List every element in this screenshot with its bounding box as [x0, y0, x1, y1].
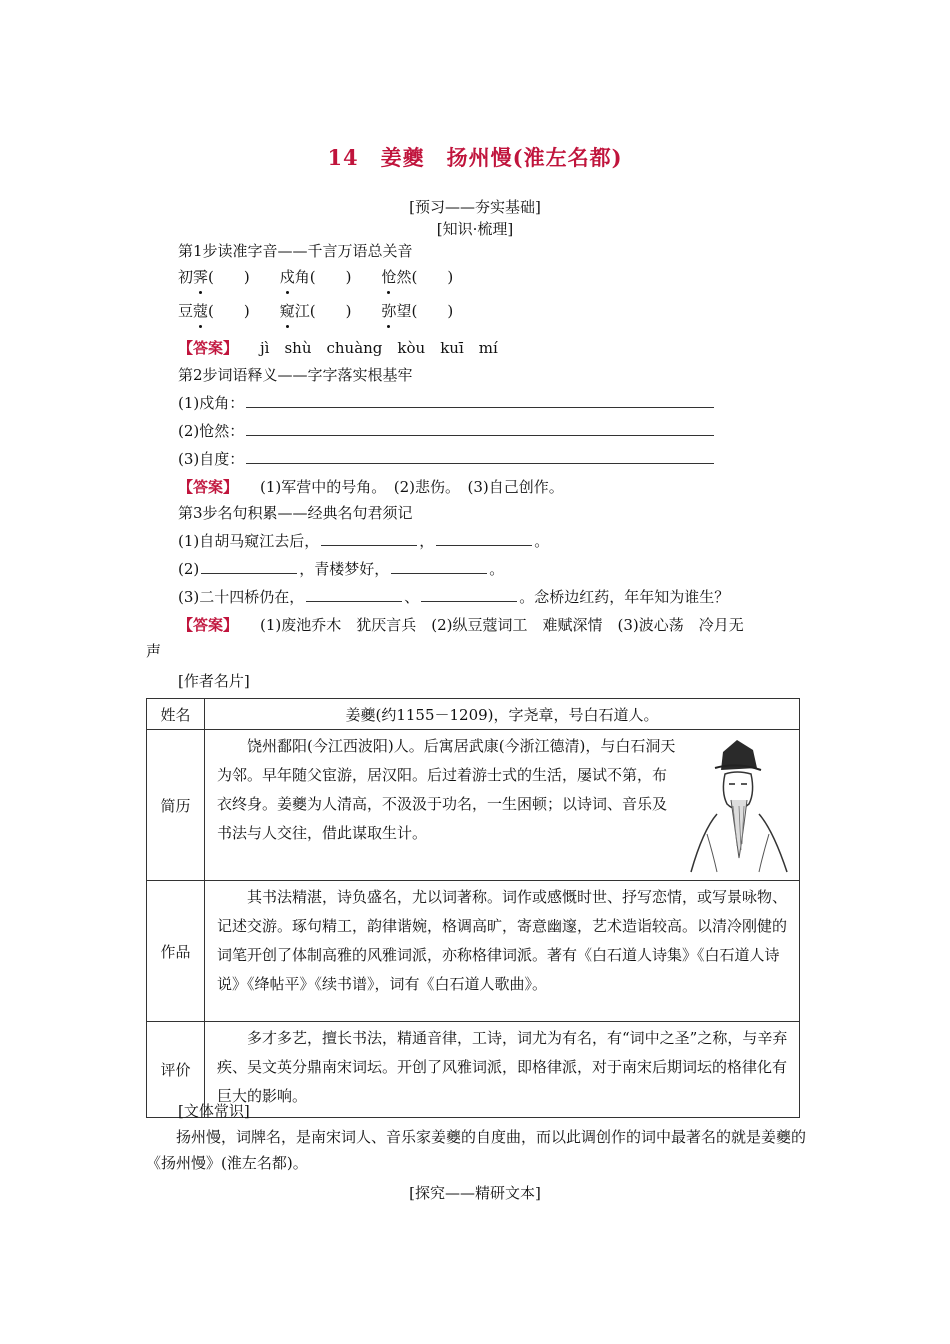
quote-item: (2) ，青楼梦好， 。 — [178, 560, 505, 578]
step3-answer — [178, 614, 744, 636]
row-label: 姓名 — [147, 699, 205, 730]
answer-label: 【答案】 — [178, 616, 239, 634]
answer-blank[interactable] — [306, 587, 402, 602]
section-knowledge-heading: [知识·梳理] — [436, 220, 514, 238]
pinyin-item: 初霁( ) — [178, 268, 250, 286]
author-card-heading: [作者名片] — [178, 672, 250, 690]
step1-heading: 第1步读准字音——千言万语总关音 — [178, 242, 413, 260]
section-explore-heading: [探究——精研文本] — [409, 1184, 541, 1202]
pinyin-item: 戍角( ) — [279, 268, 352, 286]
genre-heading: [文体常识] — [178, 1102, 250, 1120]
author-card-table — [146, 698, 800, 1118]
pinyin-item: 豆蔻( ) — [178, 302, 250, 320]
quote-item: (3)二十四桥仍在， 、 。念桥边红药，年年知为谁生？ — [178, 588, 730, 606]
table-row — [147, 730, 800, 881]
definition-item: (1)戍角： — [178, 392, 714, 414]
row-label: 评价 — [147, 1022, 205, 1118]
author-portrait-image — [687, 734, 789, 874]
table-row — [147, 699, 800, 730]
works-cell: 其书法精湛，诗负盛名，尤以词著称。词作或感慨时世、抒写恋情，或写景咏物、记述交游。琢句精工，韵律谐婉，格调高旷，寄意幽邃，艺术造诣较高。以清冷刚健的词笔开创了体制高雅的风雅词派，亦称格律词派。著有《白石道人诗集》《白石道人诗说》《绛帖平》《续书谱》，词有《白石道人歌曲》。 — [205, 881, 800, 1022]
answer-blank[interactable] — [436, 531, 532, 546]
answer-blank[interactable] — [391, 559, 487, 574]
answer-label: 【答案】 — [178, 478, 239, 496]
quote-item: (1)自胡马窥江去后， ， 。 — [178, 532, 550, 550]
pinyin-row-2 — [178, 300, 453, 322]
answer-blank[interactable] — [321, 531, 417, 546]
answer-text: (1)废池乔木 犹厌言兵 (2)纵豆蔻词工 难赋深情 (3)波心荡 冷月无 — [260, 616, 744, 634]
row-label: 作品 — [147, 881, 205, 1022]
answer-blank[interactable] — [246, 449, 714, 464]
page-title: 14 姜夔 扬州慢(淮左名都) — [327, 145, 623, 170]
genre-paragraph: 扬州慢，词牌名，是南宋词人、音乐家姜夔的自度曲，而以此调创作的词中最著名的就是姜夔的《扬州慢》(淮左名都)。 — [146, 1128, 807, 1172]
answer-text: jì shù chuàng kòu kuī mí — [260, 339, 498, 357]
definition-item: (2)怆然： — [178, 420, 714, 442]
row-label: 简历 — [147, 730, 205, 881]
step3-heading: 第3步名句积累——经典名句君须记 — [178, 504, 413, 522]
answer-label: 【答案】 — [178, 339, 239, 357]
step3-answer-continued: 声 — [146, 642, 162, 660]
definition-item: (3)自度： — [178, 448, 714, 470]
evaluation-cell: 多才多艺，擅长书法，精通音律，工诗，词尤为有名，有“词中之圣”之称，与辛弃疾、吴文英分鼎南宋词坛。开创了风雅词派，即格律派，对于南宋后期词坛的格律化有巨大的影响。 — [205, 1022, 800, 1118]
step1-answer — [178, 337, 498, 359]
answer-text: (1)军营中的号角。 (2)悲伤。 (3)自己创作。 — [260, 478, 564, 496]
step2-answer — [178, 476, 564, 498]
pinyin-item: 窥江( ) — [279, 302, 352, 320]
answer-blank[interactable] — [201, 559, 297, 574]
name-cell: 姜夔(约1155－1209)，字尧章，号白石道人。 — [205, 699, 800, 730]
answer-blank[interactable] — [246, 393, 714, 408]
bio-text: 饶州鄱阳(今江西波阳)人。后寓居武康(今浙江德清)，与白石洞天为邻。早年随父宦游，居汉阳。后过着游士式的生活，屡试不第，布衣终身。姜夔为人清高，不汲汲于功名，一生困顿；以诗词、音乐及书法与人交往，借此谋取生计。 — [217, 737, 676, 842]
pinyin-item: 怆然( ) — [381, 268, 454, 286]
table-row — [147, 881, 800, 1022]
answer-blank[interactable] — [246, 421, 714, 436]
answer-blank[interactable] — [421, 587, 517, 602]
pinyin-row-1 — [178, 266, 453, 288]
pinyin-item: 弥望( ) — [381, 302, 454, 320]
step2-heading: 第2步词语释义——字字落实根基牢 — [178, 366, 413, 384]
bio-cell — [205, 730, 800, 881]
section-preview-heading: [预习——夯实基础] — [409, 198, 541, 216]
